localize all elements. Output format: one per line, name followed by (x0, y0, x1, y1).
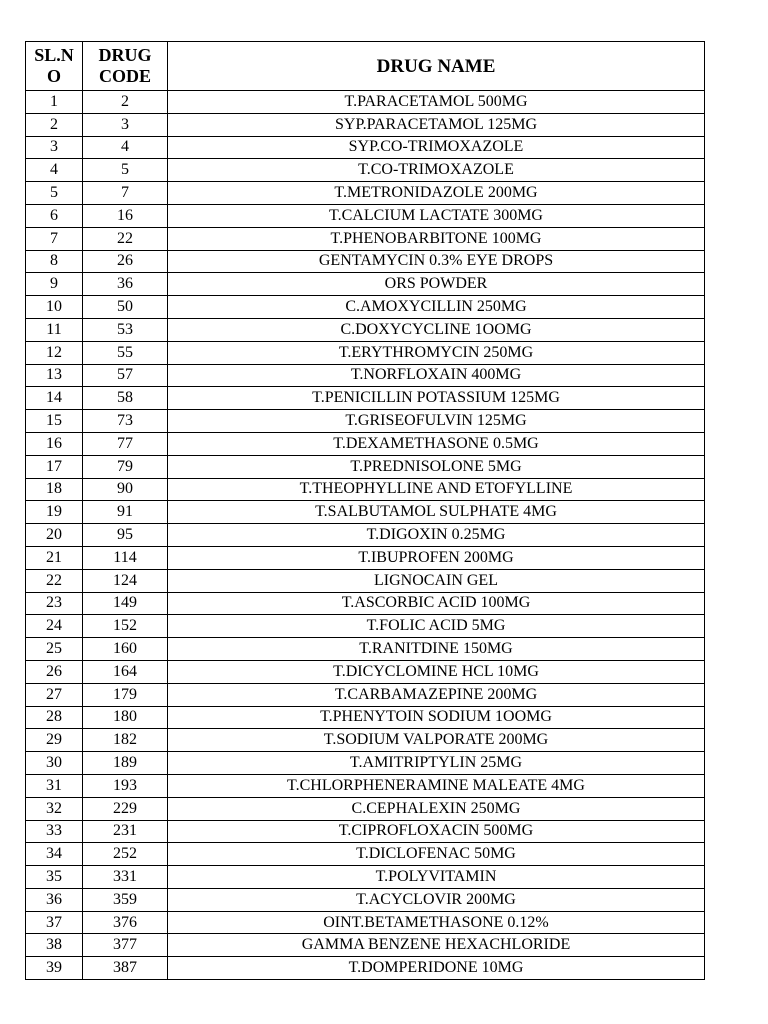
cell-drug-code: 58 (83, 387, 168, 410)
cell-drug-code: 3 (83, 113, 168, 136)
cell-drug-name: C.CEPHALEXIN 250MG (168, 797, 705, 820)
cell-drug-code: 331 (83, 866, 168, 889)
cell-sl-no: 37 (26, 911, 83, 934)
drug-table (25, 41, 705, 980)
cell-sl-no: 16 (26, 432, 83, 455)
cell-drug-code: 182 (83, 729, 168, 752)
cell-drug-name: SYP.PARACETAMOL 125MG (168, 113, 705, 136)
cell-drug-name: T.AMITRIPTYLIN 25MG (168, 752, 705, 775)
cell-sl-no: 23 (26, 592, 83, 615)
table-row (26, 866, 705, 889)
cell-sl-no: 7 (26, 227, 83, 250)
cell-drug-name: T.PENICILLIN POTASSIUM 125MG (168, 387, 705, 410)
cell-drug-code: 79 (83, 455, 168, 478)
cell-drug-code: 229 (83, 797, 168, 820)
cell-drug-code: 377 (83, 934, 168, 957)
table-row (26, 273, 705, 296)
cell-sl-no: 4 (26, 159, 83, 182)
cell-drug-name: T.CO-TRIMOXAZOLE (168, 159, 705, 182)
cell-sl-no: 18 (26, 478, 83, 501)
cell-sl-no: 29 (26, 729, 83, 752)
cell-sl-no: 19 (26, 501, 83, 524)
table-row (26, 478, 705, 501)
table-row (26, 911, 705, 934)
cell-sl-no: 31 (26, 774, 83, 797)
cell-drug-name: T.NORFLOXAIN 400MG (168, 364, 705, 387)
cell-drug-code: 359 (83, 888, 168, 911)
table-row (26, 546, 705, 569)
header-drug-code: DRUG CODE (83, 42, 168, 91)
cell-drug-name: OINT.BETAMETHASONE 0.12% (168, 911, 705, 934)
cell-drug-code: 387 (83, 957, 168, 980)
cell-drug-code: 50 (83, 296, 168, 319)
cell-drug-name: T.PHENOBARBITONE 100MG (168, 227, 705, 250)
cell-drug-code: 152 (83, 615, 168, 638)
cell-sl-no: 30 (26, 752, 83, 775)
cell-drug-name: C.DOXYCYCLINE 1OOMG (168, 318, 705, 341)
table-row (26, 91, 705, 114)
cell-drug-name: T.DEXAMETHASONE 0.5MG (168, 432, 705, 455)
cell-drug-code: 149 (83, 592, 168, 615)
cell-sl-no: 11 (26, 318, 83, 341)
cell-sl-no: 22 (26, 569, 83, 592)
table-row (26, 706, 705, 729)
cell-drug-name: T.CARBAMAZEPINE 200MG (168, 683, 705, 706)
cell-drug-name: T.DICYCLOMINE HCL 10MG (168, 660, 705, 683)
cell-drug-code: 179 (83, 683, 168, 706)
table-row (26, 113, 705, 136)
table-row (26, 752, 705, 775)
cell-drug-name: SYP.CO-TRIMOXAZOLE (168, 136, 705, 159)
table-row (26, 638, 705, 661)
header-sl-no: SL.N O (26, 42, 83, 91)
cell-drug-code: 180 (83, 706, 168, 729)
cell-drug-code: 91 (83, 501, 168, 524)
cell-drug-name: LIGNOCAIN GEL (168, 569, 705, 592)
cell-drug-code: 189 (83, 752, 168, 775)
cell-drug-code: 2 (83, 91, 168, 114)
cell-drug-name: T.DIGOXIN 0.25MG (168, 524, 705, 547)
table-row (26, 159, 705, 182)
cell-drug-name: ORS POWDER (168, 273, 705, 296)
cell-drug-code: 16 (83, 204, 168, 227)
cell-drug-code: 90 (83, 478, 168, 501)
table-row (26, 957, 705, 980)
table-row (26, 250, 705, 273)
table-row (26, 204, 705, 227)
cell-drug-name: T.METRONIDAZOLE 200MG (168, 182, 705, 205)
cell-drug-name: T.ERYTHROMYCIN 250MG (168, 341, 705, 364)
cell-drug-name: GAMMA BENZENE HEXACHLORIDE (168, 934, 705, 957)
cell-drug-name: GENTAMYCIN 0.3% EYE DROPS (168, 250, 705, 273)
cell-sl-no: 39 (26, 957, 83, 980)
table-row (26, 136, 705, 159)
table-row (26, 524, 705, 547)
cell-drug-name: T.CIPROFLOXACIN 500MG (168, 820, 705, 843)
table-row (26, 592, 705, 615)
cell-drug-name: T.PARACETAMOL 500MG (168, 91, 705, 114)
cell-drug-code: 57 (83, 364, 168, 387)
cell-drug-code: 193 (83, 774, 168, 797)
table-row (26, 296, 705, 319)
cell-drug-code: 5 (83, 159, 168, 182)
cell-drug-name: T.DICLOFENAC 50MG (168, 843, 705, 866)
table-row (26, 410, 705, 433)
table-row (26, 569, 705, 592)
cell-sl-no: 9 (26, 273, 83, 296)
table-row (26, 888, 705, 911)
table-row (26, 227, 705, 250)
cell-drug-name: T.ASCORBIC ACID 100MG (168, 592, 705, 615)
cell-drug-name: T.POLYVITAMIN (168, 866, 705, 889)
cell-sl-no: 33 (26, 820, 83, 843)
cell-sl-no: 14 (26, 387, 83, 410)
cell-sl-no: 5 (26, 182, 83, 205)
cell-drug-name: T.PREDNISOLONE 5MG (168, 455, 705, 478)
cell-sl-no: 13 (26, 364, 83, 387)
header-drug-name: DRUG NAME (168, 42, 705, 91)
cell-drug-code: 55 (83, 341, 168, 364)
cell-drug-name: T.FOLIC ACID 5MG (168, 615, 705, 638)
cell-drug-code: 22 (83, 227, 168, 250)
cell-drug-code: 53 (83, 318, 168, 341)
cell-drug-code: 95 (83, 524, 168, 547)
cell-sl-no: 27 (26, 683, 83, 706)
cell-drug-code: 7 (83, 182, 168, 205)
cell-sl-no: 26 (26, 660, 83, 683)
cell-drug-code: 36 (83, 273, 168, 296)
cell-drug-name: C.AMOXYCILLIN 250MG (168, 296, 705, 319)
cell-sl-no: 15 (26, 410, 83, 433)
cell-sl-no: 10 (26, 296, 83, 319)
table-row (26, 318, 705, 341)
cell-sl-no: 28 (26, 706, 83, 729)
cell-sl-no: 17 (26, 455, 83, 478)
table-row (26, 501, 705, 524)
cell-drug-name: T.GRISEOFULVIN 125MG (168, 410, 705, 433)
table-row (26, 774, 705, 797)
cell-drug-name: T.PHENYTOIN SODIUM 1OOMG (168, 706, 705, 729)
cell-drug-code: 124 (83, 569, 168, 592)
cell-drug-name: T.SALBUTAMOL SULPHATE 4MG (168, 501, 705, 524)
cell-drug-code: 376 (83, 911, 168, 934)
cell-drug-name: T.THEOPHYLLINE AND ETOFYLLINE (168, 478, 705, 501)
cell-drug-code: 231 (83, 820, 168, 843)
table-row (26, 843, 705, 866)
cell-drug-name: T.SODIUM VALPORATE 200MG (168, 729, 705, 752)
table-body (26, 91, 705, 980)
table-row (26, 820, 705, 843)
table-row (26, 729, 705, 752)
cell-drug-code: 114 (83, 546, 168, 569)
cell-sl-no: 35 (26, 866, 83, 889)
table-row (26, 797, 705, 820)
cell-sl-no: 12 (26, 341, 83, 364)
table-row (26, 387, 705, 410)
cell-sl-no: 25 (26, 638, 83, 661)
cell-drug-name: T.CALCIUM LACTATE 300MG (168, 204, 705, 227)
cell-sl-no: 2 (26, 113, 83, 136)
table-row (26, 683, 705, 706)
cell-sl-no: 1 (26, 91, 83, 114)
table-header (26, 42, 705, 91)
cell-drug-code: 4 (83, 136, 168, 159)
table-row (26, 182, 705, 205)
cell-sl-no: 3 (26, 136, 83, 159)
table-row (26, 432, 705, 455)
table-row (26, 934, 705, 957)
cell-sl-no: 24 (26, 615, 83, 638)
cell-drug-name: T.IBUPROFEN 200MG (168, 546, 705, 569)
cell-drug-name: T.DOMPERIDONE 10MG (168, 957, 705, 980)
table-row (26, 455, 705, 478)
cell-drug-code: 77 (83, 432, 168, 455)
cell-drug-code: 160 (83, 638, 168, 661)
cell-sl-no: 32 (26, 797, 83, 820)
cell-drug-name: T.CHLORPHENERAMINE MALEATE 4MG (168, 774, 705, 797)
cell-drug-code: 164 (83, 660, 168, 683)
table-row (26, 364, 705, 387)
cell-sl-no: 36 (26, 888, 83, 911)
cell-sl-no: 34 (26, 843, 83, 866)
table-row (26, 660, 705, 683)
cell-drug-name: T.ACYCLOVIR 200MG (168, 888, 705, 911)
table-row (26, 341, 705, 364)
cell-sl-no: 8 (26, 250, 83, 273)
table-row (26, 615, 705, 638)
cell-sl-no: 20 (26, 524, 83, 547)
header-row (26, 42, 705, 91)
cell-drug-code: 73 (83, 410, 168, 433)
cell-sl-no: 6 (26, 204, 83, 227)
cell-drug-name: T.RANITDINE 150MG (168, 638, 705, 661)
cell-drug-code: 252 (83, 843, 168, 866)
cell-sl-no: 38 (26, 934, 83, 957)
cell-sl-no: 21 (26, 546, 83, 569)
cell-drug-code: 26 (83, 250, 168, 273)
